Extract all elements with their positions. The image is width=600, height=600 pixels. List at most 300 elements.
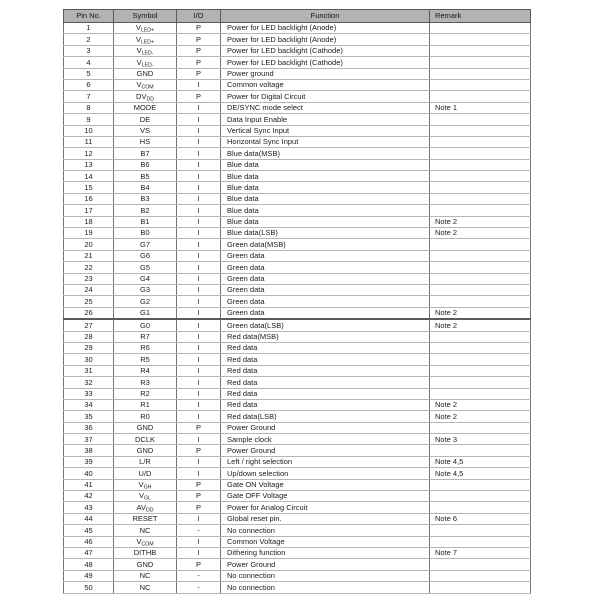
table-row [64, 502, 531, 513]
symbol-base: B1 [140, 217, 150, 227]
pin-cell: 21 [64, 250, 114, 261]
io-cell: I [177, 136, 221, 147]
pin-cell: 8 [64, 102, 114, 113]
pin-cell: 30 [64, 354, 114, 365]
remark-cell [430, 182, 531, 193]
io-cell: I [177, 331, 221, 342]
table-row [64, 365, 531, 376]
io-cell: I [177, 182, 221, 193]
table-row [64, 559, 531, 570]
table-row [64, 536, 531, 547]
function-cell: Left / right selection [221, 456, 430, 467]
symbol-cell [114, 434, 177, 445]
symbol-base: L/R [139, 457, 151, 467]
io-cell: I [177, 434, 221, 445]
pin-cell: 48 [64, 559, 114, 570]
symbol-cell [114, 205, 177, 216]
function-cell: Power ground [221, 68, 430, 79]
symbol-subscript: COM [141, 541, 154, 548]
symbol-cell [114, 456, 177, 467]
pin-cell: 34 [64, 399, 114, 410]
symbol-base: B4 [140, 182, 150, 192]
symbol-base: B2 [140, 205, 150, 215]
remark-cell [430, 479, 531, 490]
symbol-cell [114, 125, 177, 136]
symbol-base: NC [139, 525, 151, 535]
symbol-subscript: DD [146, 96, 154, 103]
io-cell: I [177, 216, 221, 227]
function-cell: Blue data [221, 159, 430, 170]
function-cell: Horizontal Sync Input [221, 136, 430, 147]
symbol-cell [114, 399, 177, 410]
remark-cell [430, 422, 531, 433]
symbol-base: V [135, 23, 141, 33]
io-cell: I [177, 228, 221, 239]
table-row [64, 193, 531, 204]
symbol-cell [114, 296, 177, 307]
symbol-base: AV [136, 502, 146, 512]
table-row [64, 273, 531, 284]
symbol-base: G5 [139, 262, 150, 272]
remark-cell [430, 445, 531, 456]
function-cell: Red data [221, 399, 430, 410]
table-row [64, 456, 531, 467]
symbol-base: V [135, 34, 141, 44]
remark-cell: Note 2 [430, 307, 531, 319]
io-cell: P [177, 502, 221, 513]
io-cell: P [177, 445, 221, 456]
symbol-base: NC [139, 582, 151, 592]
symbol-cell [114, 365, 177, 376]
table-row [64, 125, 531, 136]
table-row [64, 525, 531, 536]
function-cell: Blue data(MSB) [221, 148, 430, 159]
symbol-cell [114, 570, 177, 581]
pin-cell: 5 [64, 68, 114, 79]
io-cell: I [177, 547, 221, 558]
pin-cell: 20 [64, 239, 114, 250]
io-cell: I [177, 262, 221, 273]
io-cell: I [177, 193, 221, 204]
symbol-cell [114, 102, 177, 113]
symbol-cell [114, 171, 177, 182]
table-row [64, 216, 531, 227]
symbol-base: G2 [139, 296, 150, 306]
symbol-cell [114, 216, 177, 227]
function-cell: Red data [221, 388, 430, 399]
remark-cell [430, 23, 531, 34]
symbol-cell [114, 239, 177, 250]
function-cell: No connection [221, 570, 430, 581]
table-row [64, 422, 531, 433]
function-cell: Power Ground [221, 445, 430, 456]
io-cell: - [177, 570, 221, 581]
table-row [64, 342, 531, 353]
remark-cell: Note 1 [430, 102, 531, 113]
symbol-subscript: GL [144, 495, 151, 502]
remark-cell [430, 34, 531, 45]
symbol-cell [114, 34, 177, 45]
pin-cell: 4 [64, 57, 114, 68]
remark-cell [430, 377, 531, 388]
pin-cell: 16 [64, 193, 114, 204]
symbol-base: DE [139, 114, 151, 124]
remark-cell [430, 171, 531, 182]
symbol-base: G1 [139, 308, 150, 318]
symbol-cell [114, 273, 177, 284]
remark-cell [430, 262, 531, 273]
symbol-cell [114, 377, 177, 388]
io-cell: I [177, 102, 221, 113]
symbol-cell [114, 319, 177, 331]
symbol-cell [114, 491, 177, 502]
symbol-subscript: LED- [141, 50, 154, 57]
symbol-base: G7 [139, 239, 150, 249]
symbol-base: R5 [140, 354, 150, 364]
symbol-cell [114, 388, 177, 399]
remark-cell: Note 2 [430, 411, 531, 422]
symbol-cell [114, 91, 177, 102]
pin-cell: 1 [64, 23, 114, 34]
symbol-cell [114, 45, 177, 56]
symbol-base: V [136, 57, 142, 67]
function-cell: Global reset pin. [221, 513, 430, 524]
io-cell: I [177, 125, 221, 136]
table-row [64, 23, 531, 34]
io-cell: I [177, 411, 221, 422]
table-row [64, 468, 531, 479]
pin-cell: 29 [64, 342, 114, 353]
pin-cell: 12 [64, 148, 114, 159]
symbol-base: G4 [139, 274, 150, 284]
symbol-base: R0 [140, 411, 150, 421]
symbol-cell [114, 331, 177, 342]
remark-cell [430, 193, 531, 204]
function-cell: Common voltage [221, 79, 430, 90]
pin-cell: 18 [64, 216, 114, 227]
pin-cell: 40 [64, 468, 114, 479]
pin-cell: 11 [64, 136, 114, 147]
table-row [64, 319, 531, 331]
pin-cell: 23 [64, 273, 114, 284]
symbol-base: VS [139, 125, 150, 135]
remark-cell [430, 525, 531, 536]
pin-cell: 33 [64, 388, 114, 399]
symbol-base: G0 [139, 320, 150, 330]
pin-cell: 14 [64, 171, 114, 182]
function-cell: Blue data(LSB) [221, 228, 430, 239]
pin-cell: 45 [64, 525, 114, 536]
function-cell: DE/SYNC mode select [221, 102, 430, 113]
io-cell: P [177, 479, 221, 490]
remark-cell [430, 502, 531, 513]
function-cell: Red data(MSB) [221, 331, 430, 342]
io-cell: I [177, 205, 221, 216]
pin-cell: 43 [64, 502, 114, 513]
io-cell: I [177, 468, 221, 479]
symbol-base: GND [136, 423, 154, 433]
pin-cell: 13 [64, 159, 114, 170]
io-cell: I [177, 159, 221, 170]
symbol-cell [114, 250, 177, 261]
symbol-base: B5 [140, 171, 150, 181]
symbol-base: V [138, 480, 144, 490]
function-cell: Blue data [221, 182, 430, 193]
symbol-base: V [136, 537, 142, 547]
pin-cell: 49 [64, 570, 114, 581]
symbol-base: B6 [140, 160, 150, 170]
io-cell: I [177, 354, 221, 365]
symbol-subscript: LED+ [140, 27, 155, 34]
remark-cell [430, 354, 531, 365]
pin-cell: 36 [64, 422, 114, 433]
io-cell: I [177, 239, 221, 250]
symbol-base: HS [139, 137, 151, 147]
column-header-pin: Pin No. [64, 10, 114, 23]
function-cell: Red data [221, 354, 430, 365]
symbol-base: R4 [140, 366, 150, 376]
function-cell: Up/down selection [221, 468, 430, 479]
symbol-cell [114, 559, 177, 570]
symbol-cell [114, 502, 177, 513]
pin-cell: 6 [64, 79, 114, 90]
remark-cell [430, 79, 531, 90]
remark-cell [430, 342, 531, 353]
table-row [64, 205, 531, 216]
table-row [64, 228, 531, 239]
io-cell: P [177, 422, 221, 433]
symbol-cell [114, 411, 177, 422]
io-cell: I [177, 513, 221, 524]
io-cell: I [177, 319, 221, 331]
function-cell: Power Ground [221, 559, 430, 570]
column-header-remark: Remark [430, 10, 531, 23]
function-cell: Green data(MSB) [221, 239, 430, 250]
pin-cell: 31 [64, 365, 114, 376]
remark-cell [430, 296, 531, 307]
table-body [64, 23, 531, 594]
function-cell: Red data [221, 342, 430, 353]
table-row [64, 136, 531, 147]
remark-cell: Note 7 [430, 547, 531, 558]
pin-cell: 50 [64, 582, 114, 593]
symbol-base: GND [136, 559, 154, 569]
symbol-subscript: DD [145, 507, 154, 514]
remark-cell [430, 239, 531, 250]
function-cell: Blue data [221, 171, 430, 182]
remark-cell [430, 491, 531, 502]
pin-cell: 27 [64, 319, 114, 331]
table-row [64, 513, 531, 524]
io-cell: I [177, 388, 221, 399]
table-header [64, 10, 531, 23]
function-cell: Power Ground [221, 422, 430, 433]
table-row [64, 354, 531, 365]
table-row [64, 171, 531, 182]
symbol-base: R2 [140, 388, 150, 398]
remark-cell [430, 388, 531, 399]
table-row [64, 250, 531, 261]
table-row [64, 79, 531, 90]
function-cell: Green data [221, 296, 430, 307]
remark-cell [430, 136, 531, 147]
io-cell: I [177, 377, 221, 388]
function-cell: Green data [221, 273, 430, 284]
symbol-base: U/D [138, 468, 152, 478]
function-cell: Blue data [221, 205, 430, 216]
pin-description-table [63, 9, 531, 594]
io-cell: I [177, 296, 221, 307]
function-cell: No connection [221, 582, 430, 593]
function-cell: Green data [221, 250, 430, 261]
table-row [64, 434, 531, 445]
symbol-cell [114, 228, 177, 239]
io-cell: I [177, 250, 221, 261]
pin-cell: 7 [64, 91, 114, 102]
symbol-cell [114, 468, 177, 479]
pin-cell: 35 [64, 411, 114, 422]
table-row [64, 262, 531, 273]
remark-cell [430, 582, 531, 593]
symbol-base: B3 [140, 194, 150, 204]
io-cell: I [177, 399, 221, 410]
symbol-cell [114, 525, 177, 536]
table-row [64, 399, 531, 410]
symbol-base: B7 [140, 148, 150, 158]
io-cell: P [177, 34, 221, 45]
pin-cell: 22 [64, 262, 114, 273]
function-cell: No connection [221, 525, 430, 536]
symbol-base: R1 [140, 400, 150, 410]
symbol-cell [114, 479, 177, 490]
table-row [64, 307, 531, 319]
function-cell: Green data(LSB) [221, 319, 430, 331]
io-cell: I [177, 536, 221, 547]
table-row [64, 159, 531, 170]
function-cell: Power for LED backlight (Cathode) [221, 45, 430, 56]
function-cell: Blue data [221, 216, 430, 227]
function-cell: Common Voltage [221, 536, 430, 547]
io-cell: I [177, 114, 221, 125]
pin-cell: 37 [64, 434, 114, 445]
symbol-base: G3 [139, 285, 150, 295]
remark-cell [430, 68, 531, 79]
io-cell: I [177, 148, 221, 159]
pin-description-table-container [63, 9, 531, 594]
remark-cell: Note 2 [430, 399, 531, 410]
symbol-cell [114, 23, 177, 34]
symbol-cell [114, 114, 177, 125]
table-row [64, 102, 531, 113]
column-header-io: I/O [177, 10, 221, 23]
function-cell: Green data [221, 284, 430, 295]
symbol-subscript: COM [141, 84, 154, 91]
symbol-subscript: LED- [141, 62, 154, 69]
remark-cell [430, 570, 531, 581]
remark-cell [430, 91, 531, 102]
pin-cell: 25 [64, 296, 114, 307]
column-header-symbol: Symbol [114, 10, 177, 23]
io-cell: I [177, 365, 221, 376]
remark-cell: Note 2 [430, 228, 531, 239]
pin-cell: 28 [64, 331, 114, 342]
io-cell: - [177, 525, 221, 536]
pin-cell: 41 [64, 479, 114, 490]
function-cell: Red data(LSB) [221, 411, 430, 422]
symbol-base: R7 [140, 331, 150, 341]
io-cell: P [177, 57, 221, 68]
symbol-cell [114, 79, 177, 90]
remark-cell [430, 331, 531, 342]
pin-cell: 9 [64, 114, 114, 125]
remark-cell [430, 205, 531, 216]
remark-cell [430, 365, 531, 376]
remark-cell: Note 6 [430, 513, 531, 524]
symbol-cell [114, 193, 177, 204]
symbol-base: RESET [132, 514, 158, 524]
symbol-subscript: LED+ [140, 39, 155, 46]
symbol-cell [114, 342, 177, 353]
pin-cell: 26 [64, 307, 114, 319]
table-row [64, 284, 531, 295]
pin-cell: 19 [64, 228, 114, 239]
table-row [64, 479, 531, 490]
remark-cell [430, 148, 531, 159]
pin-cell: 44 [64, 513, 114, 524]
table-row [64, 91, 531, 102]
function-cell: Red data [221, 377, 430, 388]
io-cell: P [177, 559, 221, 570]
io-cell: P [177, 45, 221, 56]
function-cell: Green data [221, 262, 430, 273]
table-row [64, 34, 531, 45]
symbol-base: G6 [139, 251, 150, 261]
table-row [64, 570, 531, 581]
symbol-base: DCLK [134, 434, 155, 444]
symbol-cell [114, 284, 177, 295]
symbol-base: MODE [133, 103, 157, 113]
symbol-cell [114, 136, 177, 147]
pin-cell: 38 [64, 445, 114, 456]
io-cell: I [177, 307, 221, 319]
pin-cell: 10 [64, 125, 114, 136]
table-row [64, 114, 531, 125]
function-cell: Gate ON Voltage [221, 479, 430, 490]
pin-cell: 24 [64, 284, 114, 295]
function-cell: Power for Digital Circuit [221, 91, 430, 102]
table-row [64, 239, 531, 250]
remark-cell: Note 4,5 [430, 468, 531, 479]
pin-cell: 15 [64, 182, 114, 193]
symbol-cell [114, 307, 177, 319]
remark-cell: Note 2 [430, 216, 531, 227]
remark-cell: Note 3 [430, 434, 531, 445]
symbol-cell [114, 354, 177, 365]
remark-cell [430, 536, 531, 547]
remark-cell [430, 273, 531, 284]
io-cell: P [177, 23, 221, 34]
table-row [64, 331, 531, 342]
remark-cell [430, 114, 531, 125]
table-row [64, 388, 531, 399]
table-row [64, 411, 531, 422]
function-cell: Power for Analog Circuit [221, 502, 430, 513]
pin-cell: 39 [64, 456, 114, 467]
remark-cell [430, 559, 531, 570]
function-cell: Dithering function [221, 547, 430, 558]
function-cell: Vertical Sync Input [221, 125, 430, 136]
symbol-cell [114, 547, 177, 558]
